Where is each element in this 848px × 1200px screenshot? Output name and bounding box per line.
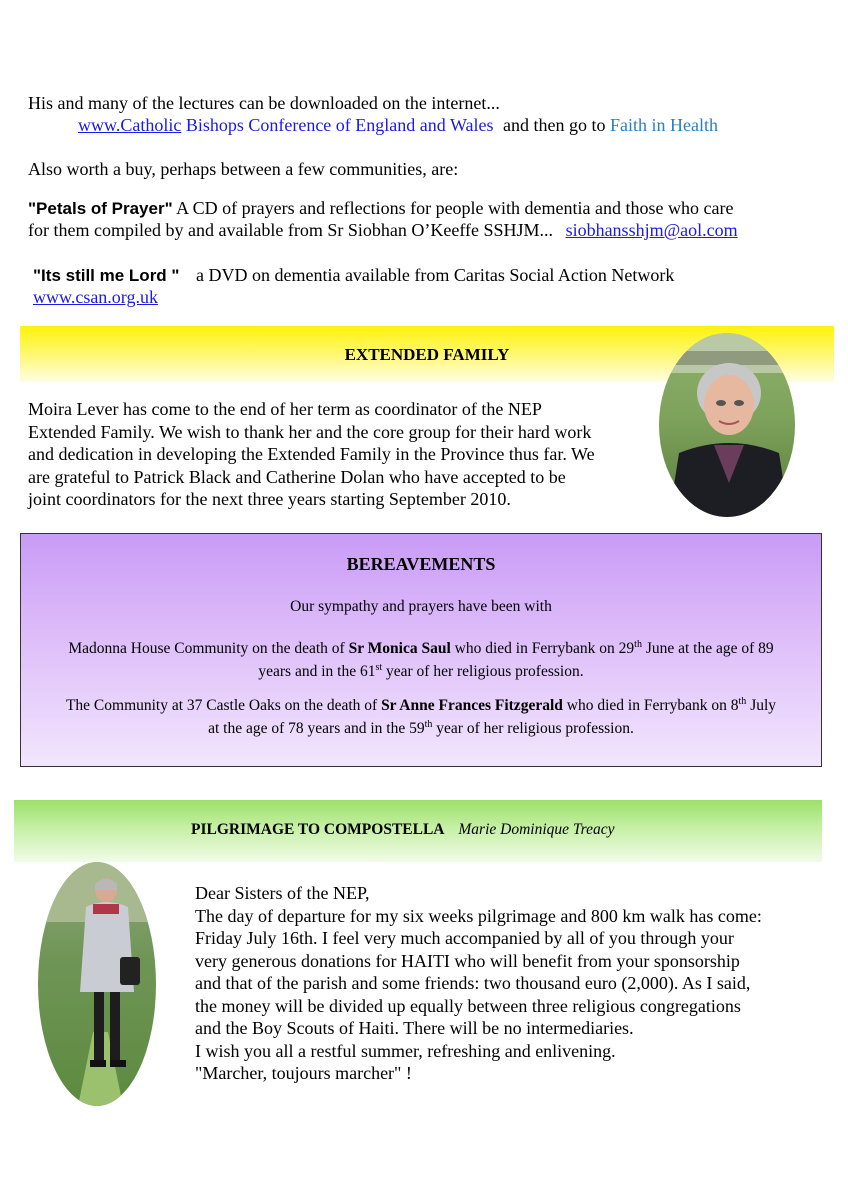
faith-in-health-link[interactable]: Faith in Health: [609, 115, 718, 135]
entry-text: June at the age of 89: [641, 640, 774, 658]
superscript: th: [738, 696, 747, 707]
still-me-line: [33, 264, 674, 287]
portrait-image: [659, 333, 795, 517]
walker-image: [38, 862, 156, 1106]
entry-text: year of her religious profession.: [432, 720, 634, 738]
pilgrimage-author: Marie Dominique Treacy: [458, 821, 615, 838]
still-me-title: "Its still me Lord ": [33, 266, 180, 285]
petals-line-1: [28, 197, 733, 220]
then-goto-text: and then go to: [502, 115, 606, 135]
letter-line: and that of the parish and some friends: two thousand euro (2,000). As I said,: [195, 973, 751, 993]
extended-family-heading: EXTENDED FAMILY: [344, 345, 510, 364]
deceased-name: Sr Anne Frances Fitzgerald: [381, 697, 563, 715]
entry-text: who died in Ferrybank on 8: [562, 697, 739, 715]
moira-lever-photo: [659, 333, 795, 517]
bereavements-box: [20, 533, 822, 767]
csan-link[interactable]: www.csan.org.uk: [33, 287, 158, 307]
petals-email-link[interactable]: siobhansshjm@aol.com: [565, 220, 738, 240]
letter-line: very generous donations for HAITI who will benefit from your sponsorship: [195, 950, 740, 971]
bereavements-intro: Our sympathy and prayers have been with: [290, 598, 552, 615]
extended-family-line: and dedication in developing the Extended Family in the Province thus far. We: [28, 444, 595, 464]
deceased-name: Sr Monica Saul: [348, 640, 451, 658]
petals-title: "Petals of Prayer": [28, 199, 173, 218]
bereavement-entry-1: [21, 635, 821, 681]
letter-line: I wish you all a restful summer, refreshing and enlivening.: [195, 1040, 616, 1061]
extended-family-line: are grateful to Patrick Black and Catherine Dolan who have accepted to be: [28, 466, 566, 487]
bereavements-heading: BEREAVEMENTS: [346, 554, 496, 574]
pilgrimage-heading: PILGRIMAGE TO COMPOSTELLA: [191, 821, 445, 838]
petals-text-1: A CD of prayers and reflections for people with dementia and those who care: [172, 198, 734, 218]
bishops-conference-link[interactable]: Bishops Conference of England and Wales: [181, 115, 494, 135]
extended-family-line: Extended Family. We wish to thank her and the core group for their hard work: [28, 421, 592, 442]
extended-family-text: [28, 398, 595, 511]
petals-line-2: [28, 219, 738, 241]
also-worth-text: Also worth a buy, perhaps between a few communities, are:: [28, 159, 459, 179]
letter-line: Dear Sisters of the NEP,: [195, 883, 370, 903]
petals-text-2: for them compiled by and available from Sr Siobhan O’Keeffe SSHJM...: [28, 220, 554, 240]
extended-family-line: joint coordinators for the next three years starting September 2010.: [28, 489, 511, 509]
entry-text: years and in the 61: [258, 663, 376, 681]
entry-text: who died in Ferrybank on 29: [450, 640, 635, 658]
catholic-bishops-line: [78, 114, 718, 136]
extended-family-line: Moira Lever has come to the end of her term as coordinator of the NEP: [28, 399, 542, 419]
letter-line: The day of departure for my six weeks pilgrimage and 800 km walk has come:: [195, 905, 762, 926]
letter-line: "Marcher, toujours marcher" !: [195, 1063, 412, 1083]
superscript: st: [375, 662, 383, 674]
superscript: th: [634, 639, 642, 650]
letter-line: Friday July 16th. I feel very much accompanied by all of you through your: [195, 928, 734, 948]
entry-text: The Community at 37 Castle Oaks on the death of: [65, 697, 382, 715]
pilgrimage-letter: [195, 882, 762, 1085]
intro-line: His and many of the lectures can be downloaded on the internet...: [28, 93, 500, 113]
bereavement-entry-2: [21, 692, 821, 738]
entry-text: Madonna House Community on the death of: [68, 640, 349, 658]
still-me-text: a DVD on dementia available from Caritas Social Action Network: [195, 265, 675, 285]
entry-text: at the age of 78 years and in the 59: [208, 720, 425, 738]
superscript: th: [424, 719, 433, 731]
entry-text: July: [746, 697, 777, 715]
marie-treacy-photo: [38, 862, 156, 1106]
catholic-link[interactable]: www.Catholic: [78, 115, 182, 135]
letter-line: and the Boy Scouts of Haiti. There will be no intermediaries.: [195, 1018, 634, 1038]
pilgrimage-banner: [14, 800, 822, 862]
pilgrimage-header: [191, 821, 615, 839]
entry-text: year of her religious profession.: [382, 663, 584, 681]
letter-line: the money will be divided up equally between three religious congregations: [195, 995, 741, 1016]
